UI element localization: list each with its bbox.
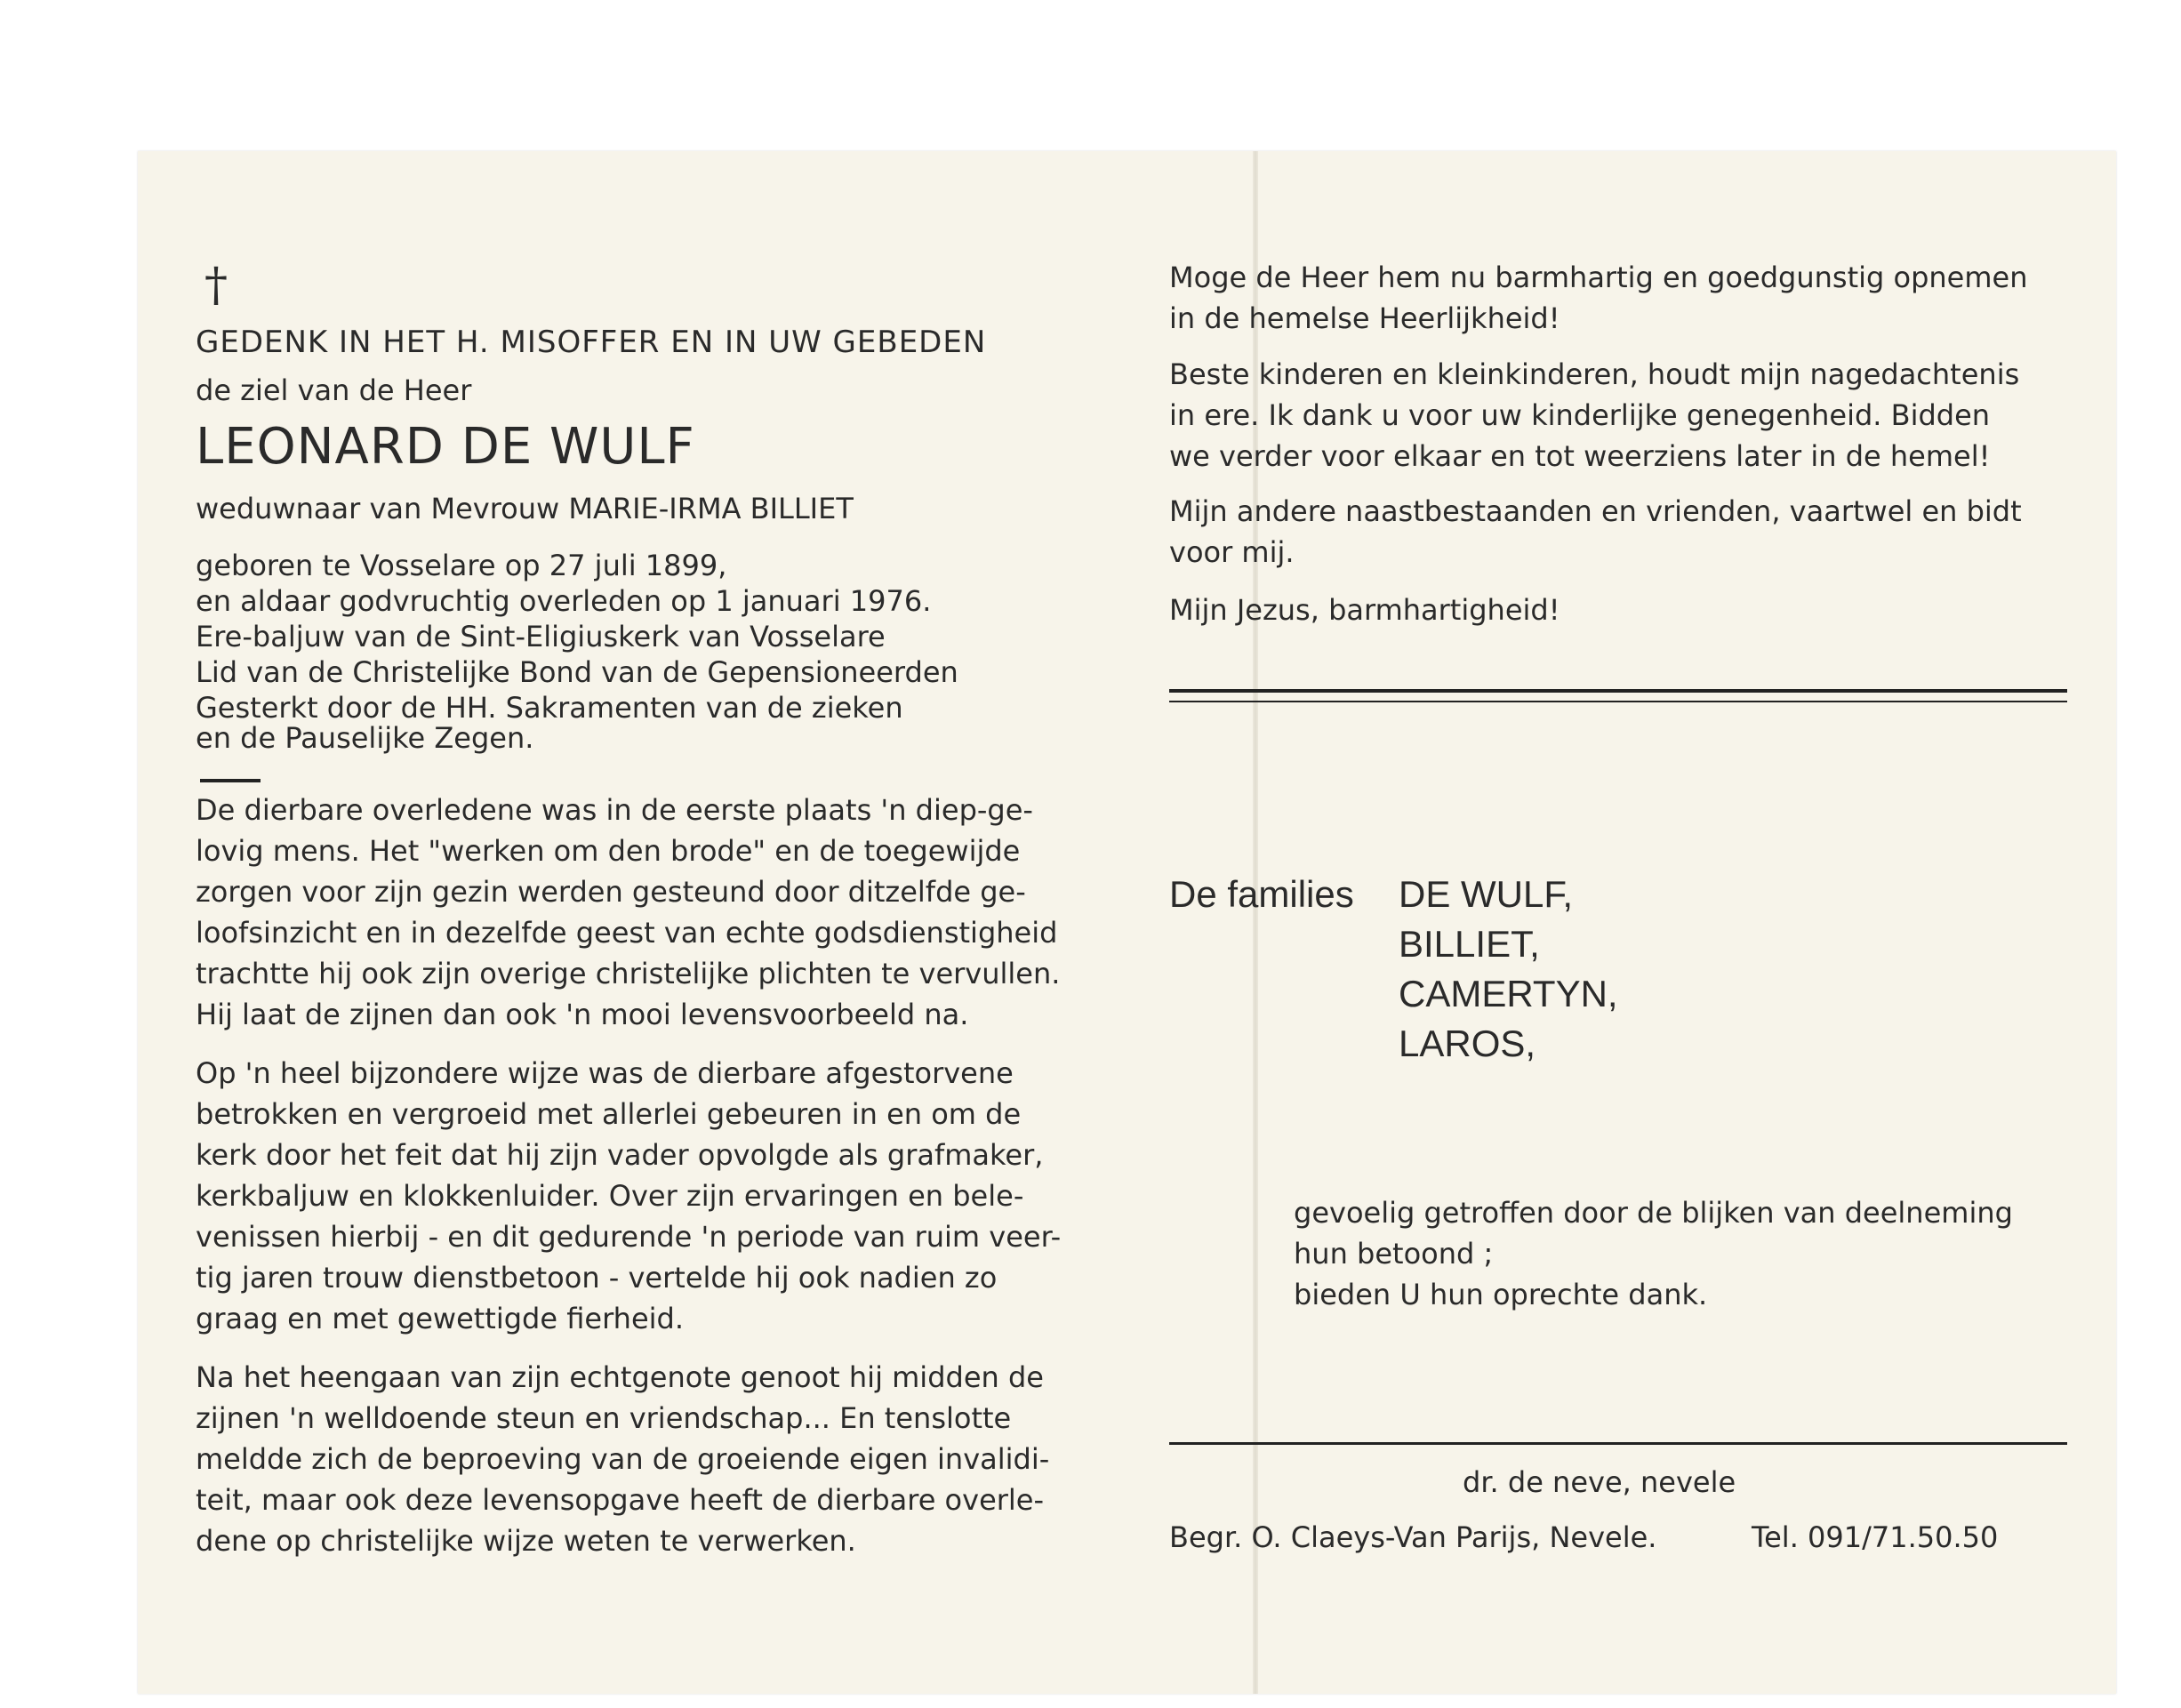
left-panel [196, 151, 1245, 1694]
family-name: CAMERTYN, [1399, 973, 1618, 1014]
para1-line: Hij laat de zijnen dan ook 'n mooi levensvoorbeeld na. [196, 998, 969, 1031]
para3-line: meldde zich de beproeving van de groeiende eigen invalidi- [196, 1442, 1050, 1476]
family-name: LAROS, [1399, 1022, 1536, 1064]
detail-line: en de Pauselijke Zegen. [196, 721, 534, 755]
prayer-line: in ere. Ik dank u voor uw kinderlijke genegenheid. Bidden [1169, 398, 1991, 432]
para2-line: tig jaren trouw dienstbetoon - vertelde hij ook nadien zo [196, 1261, 998, 1295]
widower-line: weduwnaar van Mevrouw MARIE-IRMA BILLIET [196, 492, 854, 525]
doctor-line: dr. de neve, nevele [1463, 1465, 1736, 1499]
phone-line: Tel. 091/71.50.50 [1752, 1520, 1999, 1554]
para2-line: betrokken en vergroeid met allerlei gebeuren in en om de [196, 1097, 1022, 1131]
prayer-line: Mijn andere naastbestaanden en vrienden, vaartwel en bidt [1169, 494, 2022, 528]
prayer-line: Mijn Jezus, barmhartigheid! [1169, 593, 1560, 627]
detail-line: Ere-baljuw van de Sint-Eligiuskerk van Vosselare [196, 620, 886, 654]
heading: GEDENK IN HET H. MISOFFER EN IN UW GEBEDEN [196, 325, 987, 360]
para1-line: trachtte hij ook zijn overige christelijke plichten te vervullen. [196, 957, 1061, 990]
prayer-line: we verder voor elkaar en tot weerziens later in de hemel! [1169, 439, 1991, 473]
divider [1169, 689, 2067, 693]
para3-line: dene op christelijke wijze weten te verwerken. [196, 1524, 856, 1558]
detail-line: Gesterkt door de HH. Sakramenten van de zieken [196, 691, 903, 725]
prayer-line: voor mij. [1169, 535, 1295, 569]
families-prefix: De families [1169, 873, 1354, 915]
deceased-name: LEONARD DE WULF [196, 418, 695, 476]
prayer-line: Beste kinderen en kleinkinderen, houdt mijn nagedachtenis [1169, 357, 2020, 391]
family-name: BILLIET, [1399, 923, 1540, 965]
memorial-card [138, 151, 2116, 1694]
para1-line: lovig mens. Het "werken om den brode" en de toegewijde [196, 834, 1021, 868]
family-name: DE WULF, [1399, 873, 1574, 915]
para2-line: kerk door het feit dat hij zijn vader opvolgde als grafmaker, [196, 1138, 1044, 1172]
para1-line: zorgen voor zijn gezin werden gesteund door ditzelfde ge- [196, 875, 1026, 909]
intro: de ziel van de Heer [196, 373, 472, 407]
cross-icon: † [204, 259, 228, 312]
thanks-line: hun betoond ; [1294, 1237, 1494, 1271]
para2-line: graag en met gewettigde fierheid. [196, 1302, 684, 1335]
para3-line: zijnen 'n welldoende steun en vriendschap... En tenslotte [196, 1401, 1012, 1435]
divider [1169, 701, 2067, 702]
detail-line: Lid van de Christelijke Bond van de Gepensioneerden [196, 655, 958, 689]
para2-line: Op 'n heel bijzondere wijze was de dierbare afgestorvene [196, 1056, 1014, 1090]
detail-line: en aldaar godvruchtig overleden op 1 januari 1976. [196, 584, 932, 618]
para1-line: loofsinzicht en in dezelfde geest van echte godsdienstigheid [196, 916, 1058, 950]
thanks-line: gevoelig getroffen door de blijken van deelneming [1294, 1196, 2013, 1230]
right-panel [1169, 151, 2112, 1694]
prayer-line: Moge de Heer hem nu barmhartig en goedgunstig opnemen [1169, 261, 2028, 294]
thanks-line: bieden U hun oprechte dank. [1294, 1278, 1708, 1311]
para1-line: De dierbare overledene was in de eerste plaats 'n diep-ge- [196, 793, 1033, 827]
divider [200, 779, 261, 782]
para3-line: Na het heengaan van zijn echtgenote genoot hij midden de [196, 1360, 1044, 1394]
prayer-line: in de hemelse Heerlijkheid! [1169, 301, 1560, 335]
para2-line: kerkbaljuw en klokkenluider. Over zijn ervaringen en bele- [196, 1179, 1024, 1213]
detail-line: geboren te Vosselare op 27 juli 1899, [196, 549, 727, 582]
para3-line: teit, maar ook deze levensopgave heeft de dierbare overle- [196, 1483, 1045, 1517]
divider [1169, 1442, 2067, 1445]
para2-line: venissen hierbij - en dit gedurende 'n periode van ruim veer- [196, 1220, 1062, 1254]
undertaker-line: Begr. O. Claeys-Van Parijs, Nevele. [1169, 1520, 1657, 1554]
